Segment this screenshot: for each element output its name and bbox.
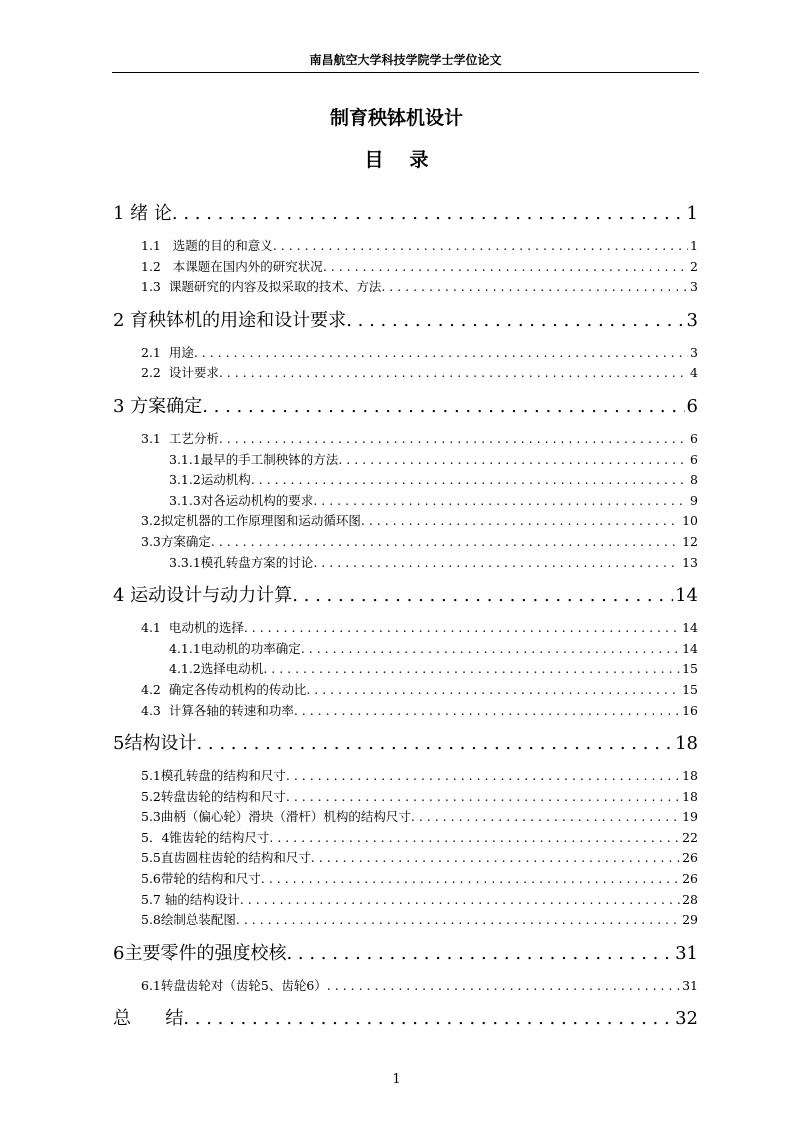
toc-gap — [113, 611, 698, 618]
toc-leader-dots — [261, 869, 680, 890]
toc-entry-label: 5.3曲柄（偏心轮）滑块（滑杆）机构的结构尺寸 — [141, 809, 411, 825]
toc-entry[interactable] — [113, 910, 698, 931]
toc-entry-page: 15 — [682, 661, 698, 677]
toc-entry-label: 4.3 计算各轴的转速和功率 — [141, 702, 294, 718]
toc-entry-page: 29 — [682, 912, 698, 928]
toc-leader-dots — [251, 470, 688, 491]
toc-entry-label: 5.2转盘齿轮的结构和尺寸 — [141, 788, 286, 804]
toc-entry[interactable] — [113, 470, 698, 491]
toc-entry[interactable] — [113, 429, 698, 450]
toc-entry[interactable] — [113, 1003, 698, 1034]
toc-entry-label: 总 结 — [113, 1008, 184, 1030]
toc-gap — [113, 384, 698, 391]
toc-entry[interactable] — [113, 659, 698, 680]
toc-leader-dots — [286, 938, 673, 969]
toc-entry-page: 6 — [686, 395, 698, 417]
toc-leader-dots — [196, 728, 673, 759]
toc-entry-label: 2.2 设计要求 — [141, 365, 219, 381]
page-number: 1 — [392, 1072, 401, 1087]
toc-leader-dots — [301, 639, 680, 660]
toc-entry[interactable] — [113, 511, 698, 532]
toc-entry[interactable] — [113, 976, 698, 997]
toc-gap — [113, 969, 698, 976]
toc-entry-label: 3.1.2运动机构 — [169, 472, 251, 488]
toc-entry-label: 1.3 课题研究的内容及拟采取的技术、方法 — [141, 279, 382, 295]
toc-entry[interactable] — [113, 890, 698, 911]
toc-entry-page: 31 — [675, 942, 698, 964]
toc-leader-dots — [273, 236, 688, 257]
toc-entry[interactable] — [113, 639, 698, 660]
toc-leader-dots — [219, 363, 688, 384]
toc-entry-page: 3 — [690, 344, 698, 360]
toc-entry[interactable] — [113, 680, 698, 701]
toc-entry-page: 16 — [682, 702, 698, 718]
toc-leader-dots — [327, 976, 680, 997]
toc-entry-label: 1.2 本课题在国内外的研究状况 — [141, 258, 323, 274]
toc-leader-dots — [292, 580, 673, 611]
toc-entry-label: 4.2 确定各传动机构的传动比 — [141, 681, 307, 697]
toc-leader-dots — [294, 701, 680, 722]
toc-leader-dots — [202, 391, 684, 422]
toc-entry-page: 22 — [682, 829, 698, 845]
toc-entry[interactable] — [113, 532, 698, 553]
header-rule — [112, 72, 699, 73]
toc-leader-dots — [244, 618, 680, 639]
toc-leader-dots — [211, 532, 680, 553]
toc-entry-page: 3 — [686, 309, 698, 331]
toc-entry[interactable] — [113, 305, 698, 336]
toc-leader-dots — [306, 680, 680, 701]
toc-entry-page: 8 — [690, 472, 698, 488]
toc-entry[interactable] — [113, 553, 698, 574]
toc-leader-dots — [286, 787, 680, 808]
toc-entry-label: 5.8绘制总装配图 — [141, 912, 236, 928]
toc-entry-label: 1 绪 论 — [113, 203, 172, 224]
toc-entry-label: 2.1 用途 — [141, 344, 194, 360]
toc-entry-page: 1 — [686, 203, 698, 224]
toc-gap — [113, 721, 698, 728]
toc-entry-label: 5.1模孔转盘的结构和尺寸 — [141, 768, 286, 784]
toc-entry-label: 3.3方案确定 — [141, 533, 211, 549]
toc-entry[interactable] — [113, 491, 698, 512]
toc-leader-dots — [313, 553, 680, 574]
toc-gap — [113, 336, 698, 343]
toc-entry-label: 4 运动设计与动力计算 — [113, 585, 293, 607]
toc-entry[interactable] — [113, 257, 698, 278]
toc-entry-page: 6 — [690, 451, 698, 467]
toc-entry[interactable] — [113, 701, 698, 722]
toc-entry-page: 14 — [675, 585, 698, 607]
toc-entry-page: 26 — [682, 850, 698, 866]
toc-entry-label: 3.1 工艺分析 — [141, 430, 219, 446]
toc-gap — [113, 931, 698, 938]
toc-leader-dots — [338, 450, 688, 471]
toc-gap — [113, 298, 698, 305]
toc-entry-page: 15 — [682, 681, 698, 697]
toc-entry[interactable] — [113, 580, 698, 611]
toc-leader-dots — [183, 1003, 673, 1034]
toc-entry[interactable] — [113, 391, 698, 422]
toc-leader-dots — [269, 828, 680, 849]
toc-entry-page: 26 — [682, 871, 698, 887]
toc-entry-page: 2 — [690, 258, 698, 274]
running-header: 南昌航空大学科技学院学士学位论文 — [309, 53, 502, 67]
toc-entry[interactable] — [113, 728, 698, 759]
toc-leader-dots — [311, 848, 680, 869]
toc-entry-label: 4.1.2选择电动机 — [169, 661, 264, 677]
toc-entry-page: 28 — [682, 891, 698, 907]
toc-entry-page: 14 — [682, 640, 698, 656]
toc-entry-label: 3.1.3对各运动机构的要求 — [169, 492, 314, 508]
toc-gap — [113, 229, 698, 236]
toc-entry[interactable] — [113, 618, 698, 639]
toc-leader-dots — [286, 766, 680, 787]
toc-entry-label: 3 方案确定 — [113, 395, 203, 417]
toc-entry[interactable] — [113, 828, 698, 849]
toc-entry-page: 1 — [690, 238, 698, 253]
toc-entry-label: 3.3.1模孔转盘方案的讨论 — [169, 554, 314, 570]
toc-gap — [113, 996, 698, 1003]
toc-leader-dots — [219, 429, 688, 450]
toc-entry[interactable] — [113, 343, 698, 364]
toc-leader-dots — [411, 807, 680, 828]
toc-entry-page: 6 — [690, 430, 698, 446]
toc-entry-page: 10 — [682, 513, 698, 529]
document-title: 制育秧钵机设计 — [329, 107, 463, 129]
toc-entry-label: 2 育秧钵机的用途和设计要求 — [113, 309, 347, 331]
toc-gap — [113, 759, 698, 766]
toc-leader-dots — [172, 198, 685, 229]
toc-entry-page: 19 — [682, 809, 698, 825]
toc-entry-page: 14 — [682, 620, 698, 636]
toc-entry-page: 18 — [682, 788, 698, 804]
toc-leader-dots — [313, 491, 688, 512]
toc-leader-dots — [361, 511, 680, 532]
toc-leader-dots — [263, 659, 680, 680]
toc-entry[interactable] — [113, 363, 698, 384]
toc-entry-label: 5.7 轴的结构设计 — [141, 891, 240, 907]
toc-entry-page: 9 — [690, 492, 698, 508]
toc-entry[interactable] — [113, 807, 698, 828]
toc-entry[interactable] — [113, 848, 698, 869]
toc-leader-dots — [323, 257, 688, 278]
toc-entry[interactable] — [113, 869, 698, 890]
toc-entry[interactable] — [113, 198, 698, 229]
toc-entry-page: 31 — [682, 977, 698, 993]
toc-leader-dots — [194, 343, 688, 364]
toc-entry[interactable] — [113, 450, 698, 471]
table-of-contents — [113, 198, 698, 1034]
toc-entry[interactable] — [113, 938, 698, 969]
toc-entry-label: 5结构设计 — [113, 733, 197, 755]
toc-entry-page: 18 — [675, 733, 698, 755]
toc-entry-label: 5.6带轮的结构和尺寸 — [141, 871, 261, 887]
toc-entry-page: 13 — [682, 554, 698, 570]
toc-entry-label: 3.1.1最早的手工制秧钵的方法 — [169, 451, 339, 467]
toc-entry[interactable] — [113, 766, 698, 787]
toc-entry-label: 6.1转盘齿轮对（齿轮5、齿轮6） — [141, 977, 327, 993]
toc-leader-dots — [381, 277, 688, 298]
toc-entry-label: 3.2拟定机器的工作原理图和运动循环图 — [141, 513, 361, 529]
toc-heading: 目录 — [364, 149, 455, 171]
toc-entry-page: 3 — [690, 279, 698, 295]
toc-entry[interactable] — [113, 277, 698, 298]
toc-entry-page: 4 — [690, 365, 698, 381]
toc-entry-label: 4.1 电动机的选择 — [141, 620, 244, 636]
toc-entry[interactable] — [113, 236, 698, 257]
toc-entry-page: 18 — [682, 768, 698, 784]
toc-entry-label: 5.5直齿圆柱齿轮的结构和尺寸 — [141, 850, 311, 866]
toc-leader-dots — [346, 305, 684, 336]
toc-leader-dots — [236, 910, 680, 931]
toc-entry-page: 12 — [682, 533, 698, 549]
toc-entry-page: 32 — [675, 1008, 698, 1030]
toc-entry-label: 4.1.1电动机的功率确定 — [169, 640, 301, 656]
toc-entry[interactable] — [113, 787, 698, 808]
toc-entry-label: 6主要零件的强度校核 — [113, 942, 287, 964]
toc-gap — [113, 573, 698, 580]
toc-gap — [113, 422, 698, 429]
toc-entry-label: 5．4锥齿轮的结构尺寸 — [141, 829, 270, 845]
toc-entry-label: 1.1 选题的目的和意义 — [141, 238, 273, 253]
toc-leader-dots — [240, 890, 680, 911]
